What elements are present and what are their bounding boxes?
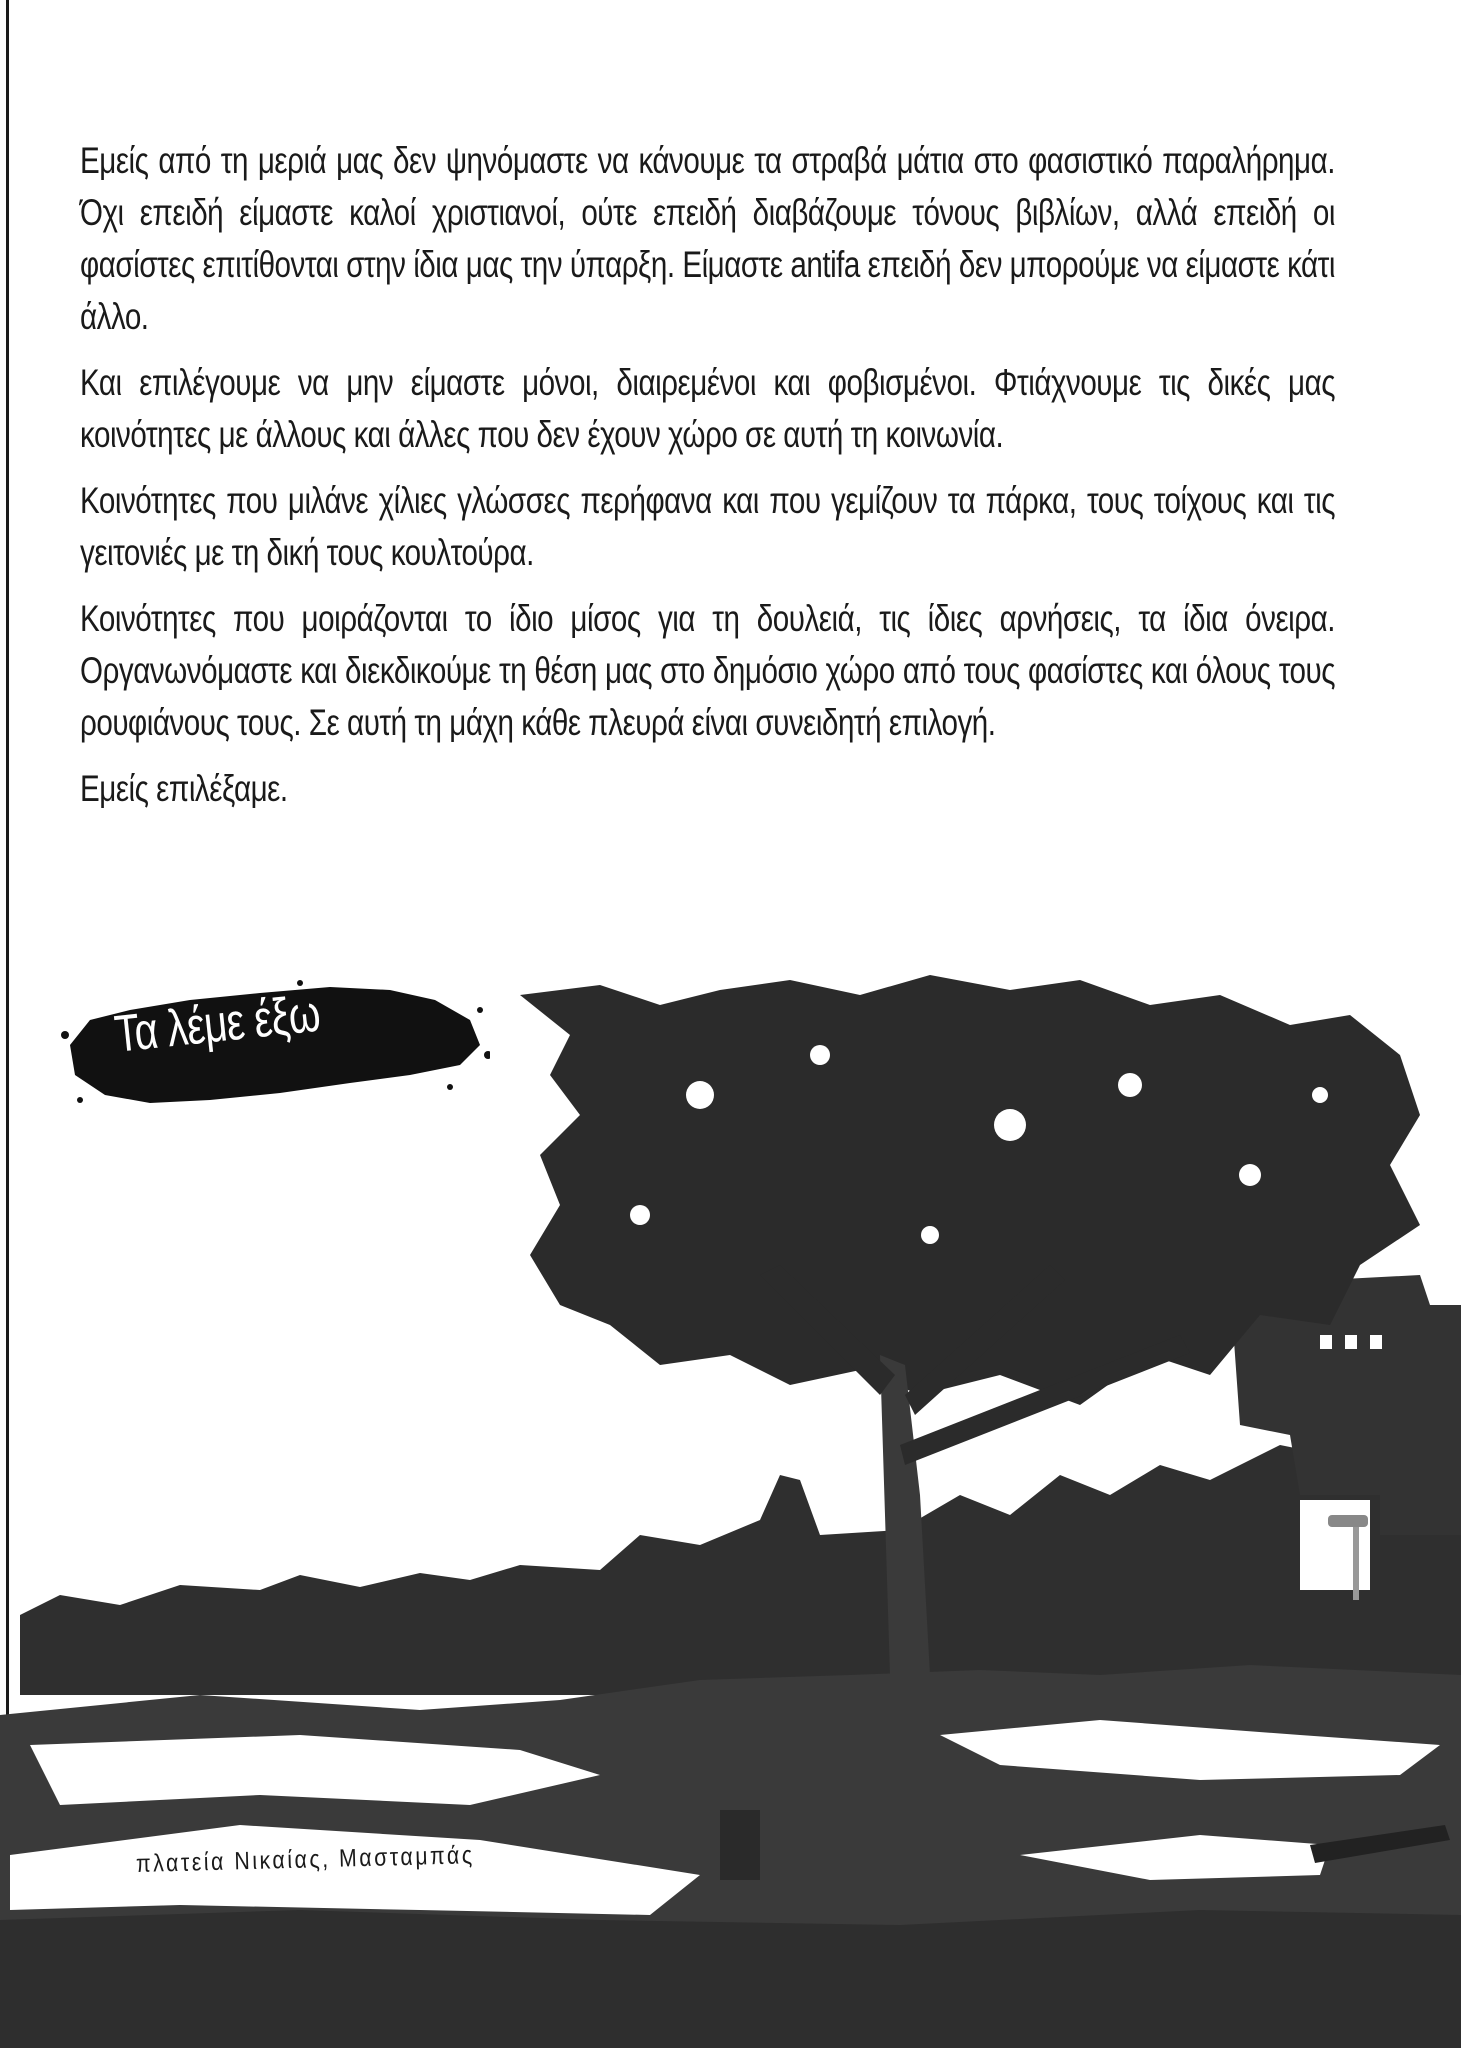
stamp-label: Τα λέμε έξω bbox=[111, 984, 323, 1064]
article-body bbox=[80, 135, 1335, 829]
paragraph-3: Κοινότητες που μιλάνε χίλιες γλώσσες περήφανα και που γεμίζουν τα πάρκα, τους τοίχους και τις γειτονιές με τη δική τους κουλτούρα. bbox=[80, 480, 1335, 573]
photo-caption: πλατεία Νικαίας, Μασταμπάς bbox=[135, 1841, 475, 1878]
park-photo-graphic bbox=[0, 975, 1461, 2048]
paragraph-4: Κοινότητες που μοιράζονται το ίδιο μίσος για τη δουλειά, τις ίδιες αρνήσεις, τα ίδια όνειρα. Οργανωνόμαστε και διεκδικούμε τη θέση μας στο δημόσιο χώρο από τους φασίστες και όλους τους ρουφιάνους τους. Σε αυτή τη μάχη κάθε πλευρά είναι συνειδητή επιλογή. bbox=[80, 598, 1335, 743]
stamp-banner bbox=[50, 975, 490, 1115]
paragraph-2: Και επιλέγουμε να μην είμαστε μόνοι, διαιρεμένοι και φοβισμένοι. Φτιάχνουμε τις δικές μας κοινότητες με άλλους και άλλες που δεν έχουν χώρο σε αυτή τη κοινωνία. bbox=[80, 362, 1335, 455]
paragraph-5: Εμείς επιλέξαμε. bbox=[80, 768, 288, 809]
paragraph-1: Εμείς από τη μεριά μας δεν ψηνόμαστε να κάνουμε τα στραβά μάτια στο φασιστικό παραλήρημα. Όχι επειδή είμαστε καλοί χριστιανοί, ούτε επειδή διαβάζουμε τόνους βιβλίων, αλλά επειδή οι φασίστες επιτίθονται στην ίδια μας την ύπαρξη. Είμαστε antifa επειδή δεν μπορούμε να είμαστε κάτι άλλο. bbox=[80, 140, 1335, 337]
park-photo bbox=[0, 975, 1461, 2048]
